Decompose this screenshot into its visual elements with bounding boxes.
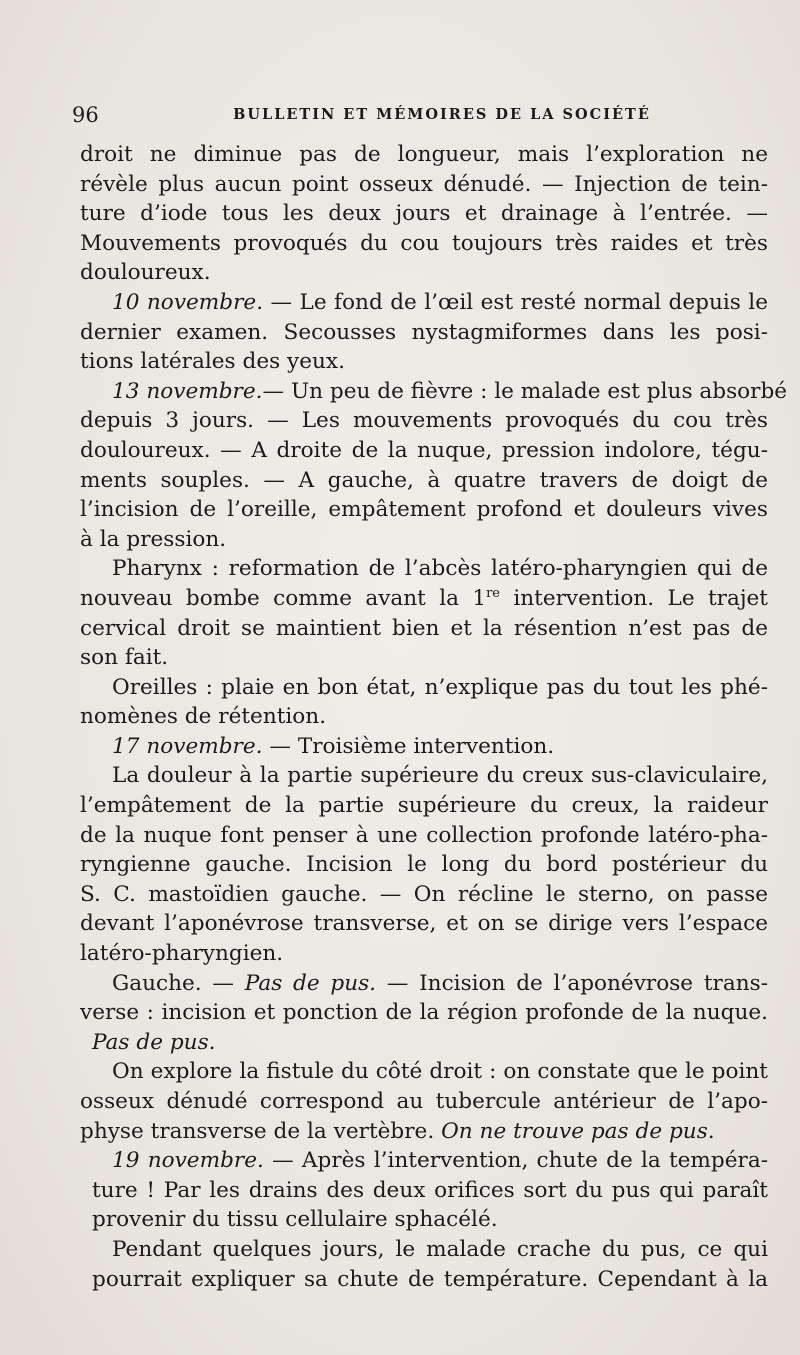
text-line: Oreilles : plaie en bon état, n’explique pas du tout les phé- bbox=[112, 674, 768, 700]
text-line: latéro-pharyngien. bbox=[80, 941, 284, 967]
text-line: Pharynx : reformation de l’abcès latéro-pharyngien qui de bbox=[112, 556, 768, 582]
text-line: ryngienne gauche. Incision le long du bord postérieur du bbox=[80, 852, 768, 878]
text-line: pourrait expliquer sa chute de température. Cependant à la bbox=[92, 1266, 768, 1292]
text-line: physe transverse de la vertèbre. On ne trouve pas de pus. bbox=[80, 1118, 715, 1144]
date-label: 19 novembre. bbox=[112, 1148, 264, 1174]
text-line: ture d’iode tous les deux jours et drainage à l’entrée. — bbox=[80, 201, 768, 227]
text-line: ments souples. — A gauche, à quatre travers de doigt de bbox=[80, 467, 768, 493]
text-line: On explore la fistule du côté droit : on constate que le point bbox=[112, 1059, 768, 1085]
date-label: 10 novembre. bbox=[112, 289, 264, 315]
text-line: son fait. bbox=[80, 645, 169, 671]
text-line: droit ne diminue pas de longueur, mais l’exploration ne bbox=[80, 142, 768, 167]
text-line: de la nuque font penser à une collection profonde latéro-pha- bbox=[80, 822, 768, 848]
text-line: Mouvements provoqués du cou toujours très raides et très bbox=[80, 230, 768, 256]
text-line: nouveau bombe comme avant la 1re intervention. Le trajet bbox=[80, 585, 768, 611]
text-line: 19 novembre. — Après l’intervention, chute de la tempéra- bbox=[112, 1148, 768, 1174]
text-line: Pendant quelques jours, le malade crache du pus, ce qui bbox=[112, 1236, 768, 1262]
text-line: cervical droit se maintient bien et la résention n’est pas de bbox=[80, 615, 768, 641]
running-head: BULLETIN ET MÉMOIRES DE LA SOCIÉTÉ bbox=[233, 106, 651, 123]
text-line: devant l’aponévrose transverse, et on se dirige vers l’espace bbox=[80, 911, 768, 937]
text-line: Pas de pus. bbox=[92, 1029, 216, 1055]
text-line: 17 novembre. — Troisième intervention. bbox=[112, 733, 555, 759]
text-line: dernier examen. Secousses nystagmiformes dans les posi- bbox=[80, 319, 768, 345]
text-line: tions latérales des yeux. bbox=[80, 349, 345, 375]
text-line: osseux dénudé correspond au tubercule antérieur de l’apo- bbox=[80, 1089, 768, 1114]
page-header bbox=[72, 100, 772, 130]
text-line: l’empâtement de la partie supérieure du creux, la raideur bbox=[80, 793, 768, 819]
text-line: 10 novembre. — Le fond de l’œil est resté normal depuis le bbox=[112, 289, 768, 315]
text-line: nomènes de rétention. bbox=[80, 704, 327, 730]
text-line: La douleur à la partie supérieure du creux sus-claviculaire, bbox=[112, 763, 768, 789]
date-label: 17 novembre. bbox=[112, 733, 263, 759]
text-line: révèle plus aucun point osseux dénudé. — Injection de tein- bbox=[80, 171, 768, 197]
text-line: l’incision de l’oreille, empâtement profond et douleurs vives bbox=[80, 497, 768, 523]
date-label: 13 novembre. bbox=[112, 378, 263, 404]
text-line: douloureux. — A droite de la nuque, pression indolore, tégu- bbox=[80, 437, 768, 463]
text-line: douloureux. bbox=[80, 260, 211, 286]
text-line: S. C. mastoïdien gauche. — On récline le sterno, on passe bbox=[80, 881, 768, 907]
text-line: Gauche. — Pas de pus. — Incision de l’aponévrose trans- bbox=[112, 970, 768, 996]
text-line: 13 novembre.— Un peu de fièvre : le malade est plus absorbé bbox=[112, 378, 788, 404]
text-line: verse : incision et ponction de la région profonde de la nuque. bbox=[80, 1000, 768, 1026]
text-line: depuis 3 jours. — Les mouvements provoqués du cou très bbox=[80, 408, 768, 434]
page-number: 96 bbox=[72, 103, 99, 127]
text-line: à la pression. bbox=[80, 526, 227, 552]
text-line: provenir du tissu cellulaire sphacélé. bbox=[92, 1207, 498, 1233]
text-line: ture ! Par les drains des deux orifices sort du pus qui paraît bbox=[92, 1177, 768, 1203]
body-text bbox=[80, 140, 788, 1294]
